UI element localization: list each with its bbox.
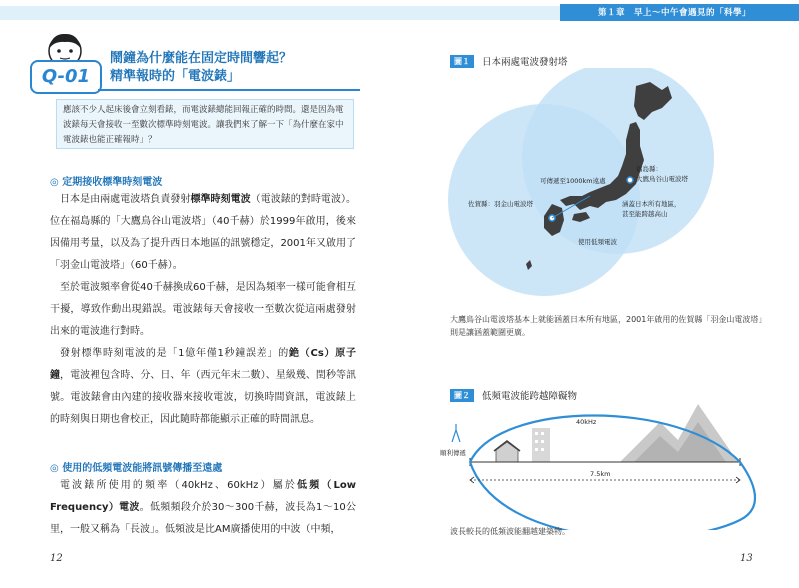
bold-term: 低頻（Low Frequency）電波 [50,480,356,513]
figure2-title: 低頻電波能跨越障礙物 [482,391,578,402]
figure1-caption: 大鷹鳥谷山電波塔基本上就能涵蓋日本所有地區，2001年啟用的佐賀縣「羽金山電波塔」則是讓涵蓋範圍更廣。 [450,315,767,337]
text-run: 至於電波頻率會從40千赫換成60千赫，是因為頻率一樣可能會相互干擾，導致作動出現錯誤。電波錶每天會接收一至數次從這兩處發射出來的電波進行對時。 [50,282,356,337]
question-badge: Q-01 [30,60,102,94]
text-run: 。低頻頻段介於30～300千赫，波長為1～10公里，一般又稱為「長波」。低頻波是比AM廣播使用的中波（中頻， [50,502,356,535]
section2-heading: ◎ 使用的低頻電波能將訊號傳播至遠處 [50,463,223,474]
house-icon [496,442,518,462]
text-run: 日本是由兩處電波塔負責發射 [60,194,191,205]
text-run: 發射標準時刻電波的是「1億年僅1秒鐘誤差」的 [60,348,289,359]
bold-term: 標準時刻電波 [190,194,251,205]
figure1-title: 日本兩處電波發射塔 [482,57,568,68]
coverage-label-2: 甚至能跨越高山 [622,210,668,218]
question-title [110,50,292,86]
tower-fukushima-icon [627,177,633,183]
title-rule [98,89,360,91]
figure2-number: 圖２ [450,389,474,402]
figure2-diagram [440,400,780,530]
page-number-left: 12 [50,553,63,564]
section1-paragraph3 [50,343,356,431]
section1-heading: ◎ 定期接收標準時刻電波 [50,177,163,188]
low-freq-label: 使用低頻電波 [578,238,617,246]
section2-paragraph1 [50,475,356,541]
figure1-number: 圖１ [450,55,474,68]
section1-paragraph1 [50,189,356,277]
question-title-line1: 鬧鐘為什麼能在固定時間響起？ [110,51,293,66]
header-band [0,0,799,22]
text-run: 電波錶所使用的頻率（40kHz、60kHz）屬於 [60,480,298,491]
wavelength-label: 7.5km [590,470,611,478]
reach-label: 可傳遞至1000km遠處 [540,177,606,185]
figure1-map [440,68,780,308]
signal-icon [452,424,460,442]
chapter-title: 第１章 早上～中午會遇見的「科學」 [598,8,752,18]
question-title-line2: 精準報時的「電波錶」 [110,69,241,84]
frequency-label: 40kHz [576,418,597,426]
fukushima-tower-label: 大鷹鳥谷山電波塔 [636,175,688,183]
figure1-label [450,54,568,68]
coverage-label-1: 涵蓋日本所有地區， [622,200,681,208]
page-number-right: 13 [740,553,753,564]
text-run: （電波錶的對時電波）。位在福島縣的「大鷹鳥谷山電波塔」（40千赫）於1999年啟用，後來因備用考量，以及為了提升西日本地區的訊號穩定，2001年又啟用了「羽金山電波塔」（60千赫）。 [50,194,357,271]
text-run: ，電波裡包含時、分、日、年（西元年末二數）、星級幾、閏秒等訊號。電波錶會由內建的接收器來接收電波，切換時間資訊，電波錶上的時刻與日期也會校正，因此隨時都能顯示正確的時間訊息。 [50,370,357,425]
smooth-transmission-label: 順利傳遞 [440,449,466,457]
section1-paragraph2 [50,277,356,343]
intro-box: 應該不少人起床後會立刻看錶，而電波錶總能回報正確的時間。還是因為電波錶每天會接收一至數次標準時刻電波。讓我們來了解一下「為什麼在家中電波錶也能正確報時」？ [56,99,354,149]
bold-term: 銫（Cs）原子鐘 [50,348,356,381]
fukushima-label: 福島縣： [636,165,662,173]
figure2-caption: 波長較長的低頻波能翻越建築物。 [450,527,570,536]
saga-label: 佐賀縣：羽金山電波塔 [468,200,533,208]
